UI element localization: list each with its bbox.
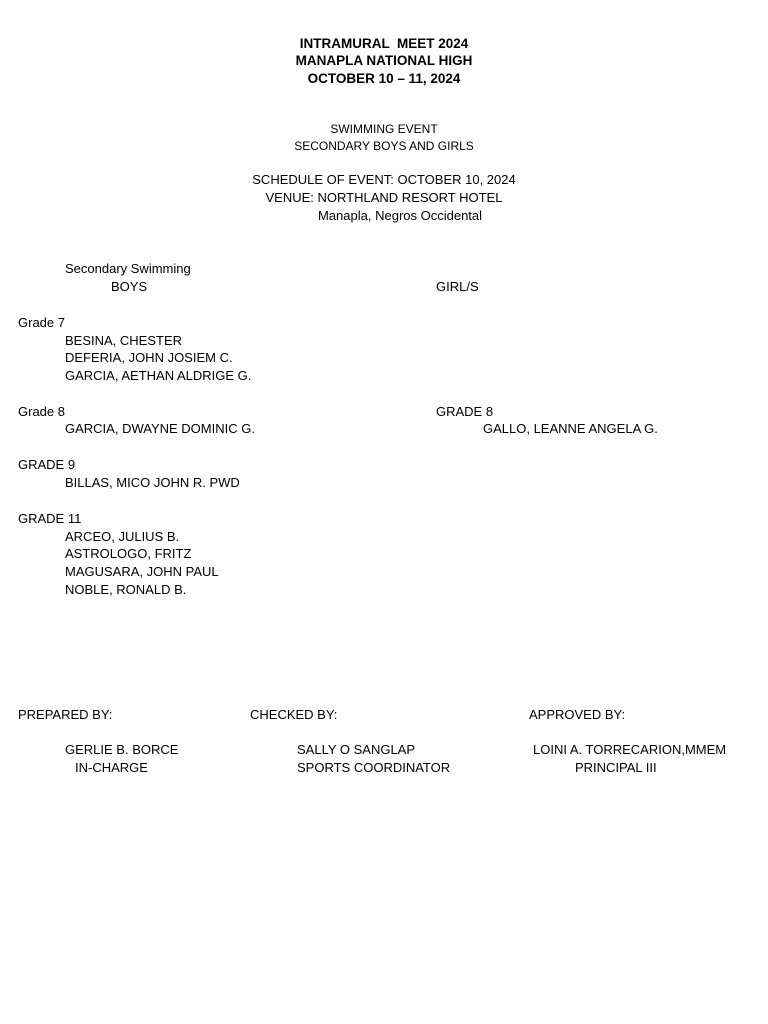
boys-column-label: BOYS: [111, 279, 148, 294]
athlete-name: GARCIA, AETHAN ALDRIGE G.: [65, 368, 252, 383]
prepared-by-title: IN-CHARGE: [75, 760, 148, 775]
event-schedule: SCHEDULE OF EVENT: OCTOBER 10, 2024: [252, 172, 516, 187]
checked-by-label: CHECKED BY:: [250, 707, 338, 722]
athlete-name: BESINA, CHESTER: [65, 333, 183, 348]
approved-by-name: LOINI A. TORRECARION,MMEM: [533, 742, 727, 757]
event-name: SWIMMING EVENT: [330, 122, 438, 136]
header-school: MANAPLA NATIONAL HIGH: [295, 53, 473, 68]
grade-label: GRADE 8: [436, 404, 494, 419]
athlete-name: ARCEO, JULIUS B.: [65, 529, 180, 544]
header-title: INTRAMURAL MEET 2024: [299, 36, 469, 51]
checked-by-name: SALLY O SANGLAP: [297, 742, 416, 757]
girls-column-label: GIRL/S: [436, 279, 479, 294]
approved-by-title: PRINCIPAL III: [575, 760, 657, 775]
grade-label: Grade 8: [18, 404, 65, 419]
event-division: SECONDARY BOYS AND GIRLS: [294, 139, 474, 153]
roster-section-title: Secondary Swimming: [65, 261, 191, 276]
prepared-by-name: GERLIE B. BORCE: [65, 742, 179, 757]
athlete-name: NOBLE, RONALD B.: [65, 582, 187, 597]
grade-label: GRADE 9: [18, 457, 76, 472]
prepared-by-label: PREPARED BY:: [18, 707, 113, 722]
grade-label: Grade 7: [18, 315, 65, 330]
athlete-name: GALLO, LEANNE ANGELA G.: [483, 421, 658, 436]
athlete-name: GARCIA, DWAYNE DOMINIC G.: [65, 421, 255, 436]
approved-by-label: APPROVED BY:: [529, 707, 626, 722]
athlete-name: MAGUSARA, JOHN PAUL: [65, 564, 219, 579]
event-venue: VENUE: NORTHLAND RESORT HOTEL: [265, 190, 503, 205]
event-location: Manapla, Negros Occidental: [318, 208, 483, 223]
athlete-name: DEFERIA, JOHN JOSIEM C.: [65, 350, 233, 365]
checked-by-title: SPORTS COORDINATOR: [297, 760, 451, 775]
athlete-name: BILLAS, MICO JOHN R. PWD: [65, 475, 240, 490]
header-dates: OCTOBER 10 – 11, 2024: [307, 71, 461, 86]
grade-label: GRADE 11: [18, 511, 82, 526]
athlete-name: ASTROLOGO, FRITZ: [65, 546, 192, 561]
